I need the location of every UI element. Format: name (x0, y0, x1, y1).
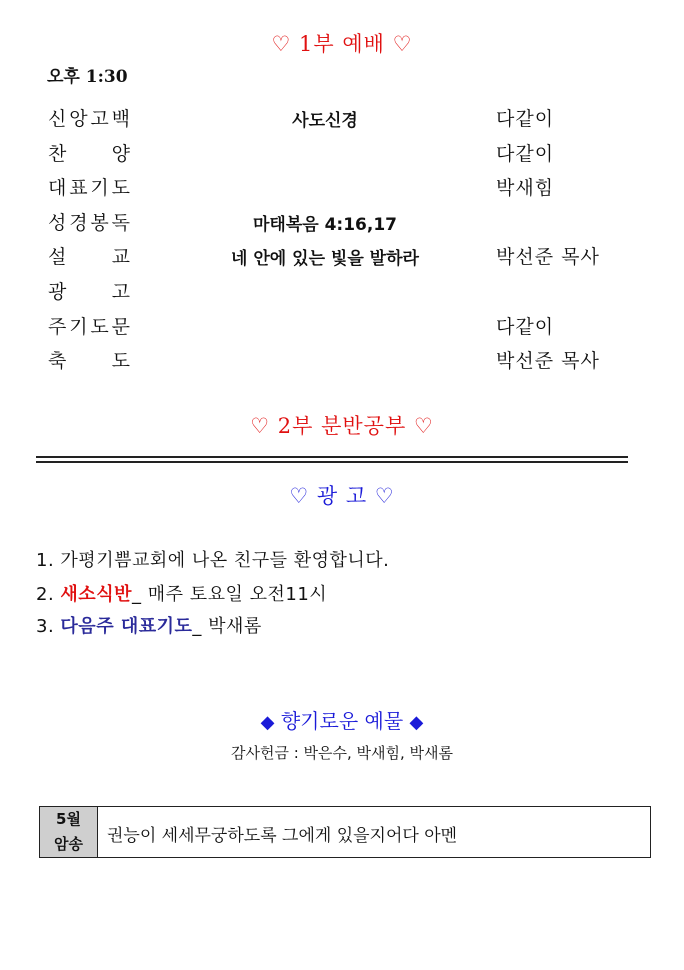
memory-verse-label (40, 807, 98, 857)
announcement-text: _ 박새롬 (192, 616, 262, 637)
order-label-char: 경 (69, 211, 88, 234)
order-row (0, 242, 684, 276)
order-person: 다같이 (496, 142, 555, 165)
order-label-char: 봉 (90, 211, 109, 234)
order-person: 다같이 (496, 108, 555, 130)
order-label-char: 고 (111, 281, 130, 303)
announcement-item-2 (36, 580, 327, 606)
announcement-number: 2. (36, 584, 55, 605)
order-label-char: 설 (48, 246, 67, 269)
announcement-number: 1. (36, 550, 55, 571)
order-person: 박새힘 (496, 177, 555, 200)
order-label-char: 양 (111, 142, 130, 165)
order-label-char: 성 (48, 211, 67, 234)
offering-names: 감사헌금 : 박은수, 박새힘, 박새롬 (230, 744, 454, 762)
order-label-char: 도 (111, 350, 130, 373)
order-row (0, 277, 684, 311)
order-label-char: 광 (48, 281, 67, 303)
service-time: 오후 1:30 (47, 67, 128, 87)
order-label-char: 기 (90, 177, 109, 200)
order-row (0, 104, 684, 138)
offering-title-text: 향기로운 예물 (280, 709, 404, 733)
memory-verse-caption: 암송 (54, 835, 83, 853)
announcement-number: 3. (36, 616, 55, 637)
order-label-char: 표 (69, 177, 88, 200)
diamond-icon: ◆ (260, 712, 275, 733)
memory-verse-month: 5월 (56, 810, 81, 828)
order-row (0, 312, 684, 346)
order-label (48, 346, 130, 373)
order-row (0, 346, 684, 380)
divider-bottom (36, 461, 628, 463)
announcement-item-3 (36, 612, 262, 638)
order-label-char: 고 (90, 108, 109, 130)
divider-top (36, 456, 628, 458)
order-label-char: 축 (48, 350, 67, 373)
order-label (48, 104, 130, 131)
order-label-char: 주 (48, 315, 67, 338)
announcement-highlight: 다음주 대표기도 (60, 616, 193, 637)
order-label-char: 대 (48, 177, 67, 200)
order-row (0, 173, 684, 207)
order-label (48, 139, 130, 166)
order-person: 박선준 목사 (496, 350, 600, 373)
order-label-char: 신 (48, 108, 67, 130)
offering-title (0, 705, 684, 734)
order-label-char: 문 (111, 315, 130, 338)
order-content: 마태복음 4:16,17 (252, 214, 397, 235)
announcement-text: _ 매주 토요일 오전11시 (131, 584, 328, 605)
order-label (48, 312, 130, 339)
order-label (48, 277, 130, 304)
order-person: 다같이 (496, 315, 555, 338)
order-person: 박선준 목사 (496, 246, 600, 269)
order-label (48, 242, 130, 269)
order-label-char: 앙 (69, 108, 88, 130)
order-label (48, 173, 130, 200)
service1-title: ♡ 1부 예배 ♡ (271, 32, 413, 56)
order-label-char: 도 (90, 315, 109, 338)
diamond-icon: ◆ (409, 712, 424, 733)
announcement-item-1 (36, 546, 389, 572)
order-label-char: 백 (111, 108, 130, 130)
order-label-char: 교 (111, 246, 130, 269)
memory-verse-box (39, 806, 651, 858)
order-label-char: 기 (69, 315, 88, 338)
order-content: 사도신경 (292, 111, 358, 131)
order-row (0, 208, 684, 242)
order-label (48, 208, 130, 235)
announcement-text: 가평기쁨교회에 나온 친구들 환영합니다. (60, 550, 390, 571)
announcements-title: ♡ 광 고 ♡ (289, 484, 395, 508)
order-row (0, 139, 684, 173)
order-label-char: 찬 (48, 142, 67, 165)
order-label-char: 도 (111, 177, 130, 200)
service2-title: ♡ 2부 분반공부 ♡ (250, 414, 434, 438)
order-label-char: 독 (111, 211, 130, 234)
memory-verse-text: 권능이 세세무궁하도록 그에게 있을지어다 아멘 (107, 826, 458, 846)
order-content: 네 안에 있는 빛을 발하라 (231, 249, 419, 270)
announcement-highlight: 새소식반 (60, 584, 132, 605)
